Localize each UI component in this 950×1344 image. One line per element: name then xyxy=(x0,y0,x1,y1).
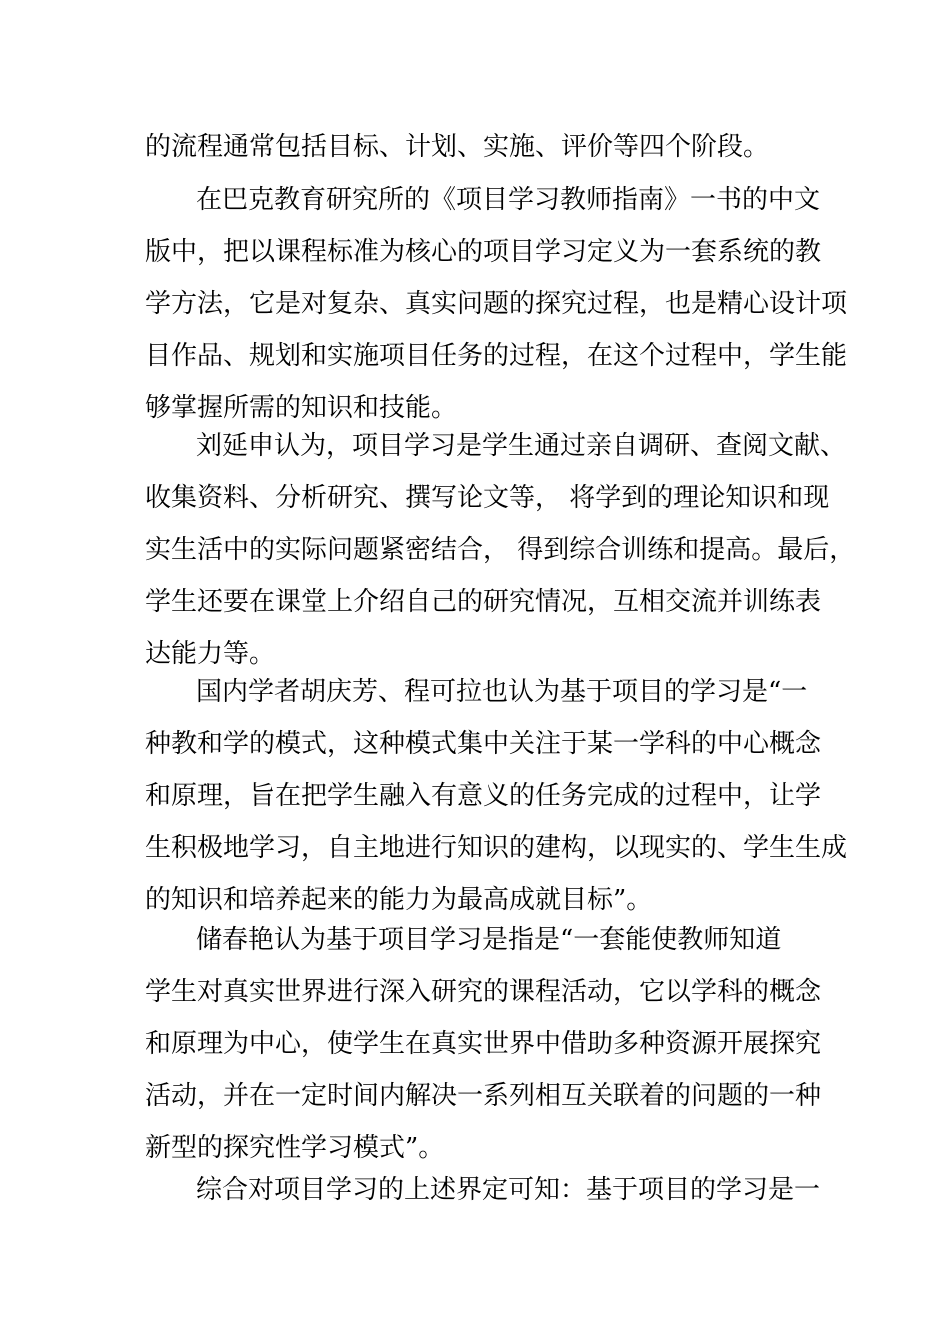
paragraph-first-line: 综合对项目学习的上述界定可知：基于项目的学习是一 xyxy=(196,1175,821,1205)
paragraph-first-line: 储春艳认为基于项目学习是指是“一套能使教师知道 xyxy=(196,925,782,955)
paragraph-first-line: 在巴克教育研究所的《项目学习教师指南》一书的中文 xyxy=(196,185,821,215)
text-line: 达能力等。 xyxy=(145,639,276,669)
text-line: 学方法，它是对复杂、真实问题的探究过程，也是精心设计项 xyxy=(145,289,848,319)
text-line: 学生对真实世界进行深入研究的课程活动，它以学科的概念 xyxy=(145,977,822,1007)
text-line: 的流程通常包括目标、计划、实施、评价等四个阶段。 xyxy=(145,132,770,162)
text-line: 活动，并在一定时间内解决一系列相互关联着的问题的一种 xyxy=(145,1081,822,1111)
paragraph-first-line: 国内学者胡庆芳、程可拉也认为基于项目的学习是“一 xyxy=(196,677,808,707)
text-line: 目作品、规划和实施项目任务的过程，在这个过程中，学生能 xyxy=(145,341,848,371)
text-line: 生积极地学习，自主地进行知识的建构，以现实的、学生生成 xyxy=(145,833,848,863)
text-line: 版中，把以课程标准为核心的项目学习定义为一套系统的教 xyxy=(145,237,822,267)
text-line: 和原理，旨在把学生融入有意义的任务完成的过程中，让学 xyxy=(145,781,822,811)
text-line: 够掌握所需的知识和技能。 xyxy=(145,393,458,423)
text-line: 和原理为中心，使学生在真实世界中借助多种资源开展探究 xyxy=(145,1029,822,1059)
paragraph-first-line: 刘延申认为，项目学习是学生通过亲自调研、查阅文献、 xyxy=(196,431,847,461)
text-line: 学生还要在课堂上介绍自己的研究情况，互相交流并训练表 xyxy=(145,587,822,617)
text-line: 种教和学的模式，这种模式集中关注于某一学科的中心概念 xyxy=(145,729,822,759)
text-line: 新型的探究性学习模式”。 xyxy=(145,1133,445,1163)
text-line: 的知识和培养起来的能力为最高成就目标”。 xyxy=(145,885,653,915)
text-line: 收集资料、分析研究、撰写论文等， 将学到的理论知识和现 xyxy=(145,483,830,513)
text-line: 实生活中的实际问题紧密结合， 得到综合训练和提高。最后， xyxy=(145,535,856,565)
